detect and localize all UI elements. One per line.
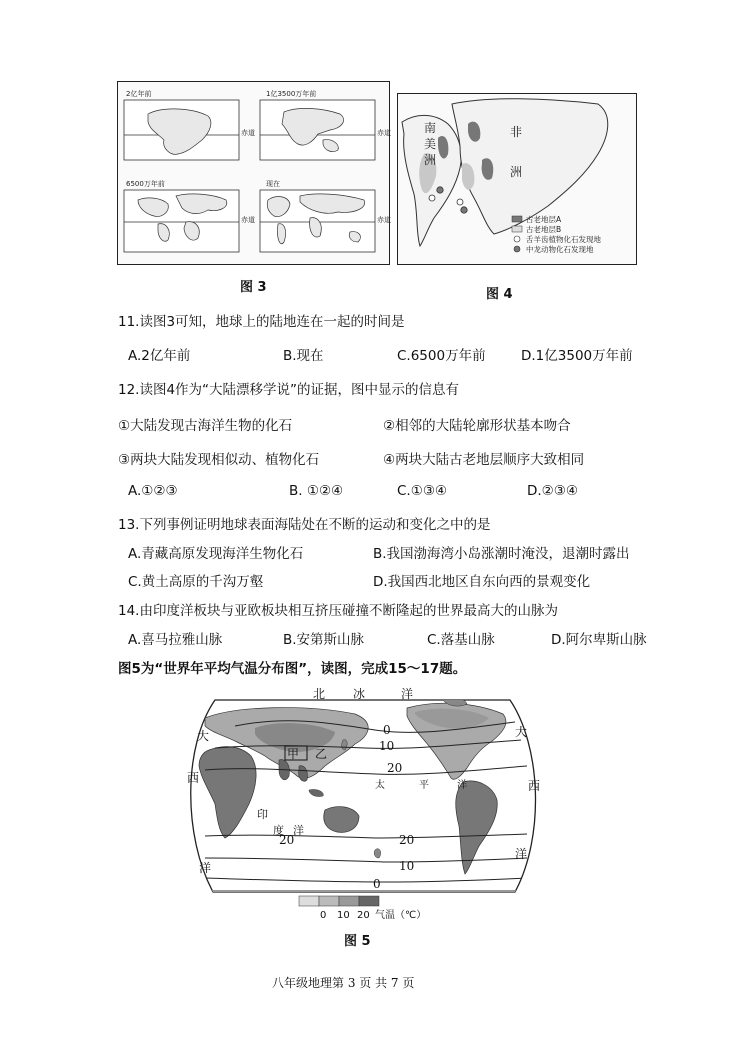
legend-swatch-gt20 bbox=[359, 896, 379, 906]
q12-statement-1: ①大陆发现古海洋生物的化石 bbox=[118, 418, 293, 434]
ocean-label-da-east: 大 bbox=[515, 725, 528, 739]
question-11-stem: 11.读图3可知，地球上的陆地连在一起的时间是 bbox=[118, 314, 405, 330]
equator-label: 赤道 bbox=[241, 129, 255, 137]
new-zealand bbox=[374, 849, 380, 858]
equator-label: 赤道 bbox=[377, 129, 391, 137]
ocean-label-tai: 太 bbox=[375, 780, 385, 791]
ocean-label-da-west: 大 bbox=[197, 729, 210, 743]
glossopteris-site-icon bbox=[457, 199, 463, 205]
africa-label-1: 非 bbox=[510, 125, 523, 139]
q14-option-d[interactable]: D.阿尔卑斯山脉 bbox=[551, 632, 647, 648]
panel-time-label: 6500万年前 bbox=[126, 180, 165, 188]
ocean-label-bei: 北 bbox=[313, 687, 326, 701]
q14-option-b[interactable]: B.安第斯山脉 bbox=[283, 632, 365, 648]
ocean-label-yang: 洋 bbox=[401, 687, 414, 701]
legend-tick-20: 20 bbox=[357, 910, 370, 921]
legend-stratum-b: 古老地层B bbox=[526, 225, 562, 234]
equator-label: 赤道 bbox=[377, 216, 391, 224]
ocean-label-xi-west: 西 bbox=[187, 771, 200, 785]
legend-swatch-lt0 bbox=[299, 896, 319, 906]
q11-option-a[interactable]: A.2亿年前 bbox=[128, 348, 191, 364]
q12-option-a[interactable]: A.①②③ bbox=[128, 483, 178, 499]
figure-3-caption: 图 3 bbox=[240, 280, 267, 295]
south-america bbox=[277, 224, 285, 244]
figure-3-maps bbox=[118, 82, 391, 263]
iso-label-20-south-west: 20 bbox=[279, 833, 295, 847]
figure-4-map bbox=[398, 94, 635, 263]
ocean-label-yang-indian: 洋 bbox=[293, 824, 304, 837]
q12-statement-3: ③两块大陆发现相似动、植物化石 bbox=[118, 452, 320, 468]
q13-option-a[interactable]: A.青藏高原发现海洋生物化石 bbox=[128, 546, 304, 562]
legend-mesosaurus-icon bbox=[514, 246, 520, 252]
q14-option-c[interactable]: C.落基山脉 bbox=[427, 632, 495, 648]
south-america-label-1: 南 bbox=[424, 121, 437, 135]
panel-time-label: 现在 bbox=[266, 180, 280, 188]
mesosaurus-site-icon bbox=[437, 187, 443, 193]
ocean-label-yang-pacific: 洋 bbox=[457, 780, 467, 791]
q12-statement-2: ②相邻的大陆轮廓形状基本吻合 bbox=[383, 418, 571, 434]
q12-statement-4: ④两块大陆古老地层顺序大致相同 bbox=[383, 452, 585, 468]
legend-glossopteris: 舌羊齿植物化石发现地 bbox=[526, 235, 601, 244]
question-13-stem: 13.下列事例证明地球表面海陆处在不断的运动和变化之中的是 bbox=[118, 517, 491, 533]
legend-tick-0: 0 bbox=[320, 910, 327, 921]
ocean-label-yang-se: 洋 bbox=[515, 847, 528, 861]
south-america-label-2: 美 bbox=[424, 137, 437, 151]
figure-5-intro: 图5为“世界年平均气温分布图”，读图，完成15～17题。 bbox=[118, 661, 467, 677]
legend-swatch-0-10 bbox=[319, 896, 339, 906]
mesosaurus-site-icon bbox=[461, 207, 467, 213]
ocean-label-yin: 印 bbox=[257, 808, 268, 821]
iso-label-20-north: 20 bbox=[387, 761, 403, 775]
legend-stratum-a: 古老地层A bbox=[526, 215, 562, 224]
point-yi-label: 乙 bbox=[315, 747, 328, 761]
iso-label-10-north: 10 bbox=[379, 739, 395, 753]
world-temperature-map bbox=[175, 686, 550, 922]
q13-option-b[interactable]: B.我国渤海湾小岛涨潮时淹没，退潮时露出 bbox=[373, 546, 630, 562]
temperature-legend bbox=[299, 896, 426, 921]
legend-tick-10: 10 bbox=[337, 910, 350, 921]
south-america-label-3: 洲 bbox=[424, 153, 437, 167]
question-12-stem: 12.读图4作为“大陆漂移学说”的证据，图中显示的信息有 bbox=[118, 382, 460, 398]
figure-5-caption: 图 5 bbox=[344, 934, 371, 949]
ocean-label-ping: 平 bbox=[419, 780, 429, 791]
panel-time-label: 1亿3500万年前 bbox=[266, 90, 317, 98]
iso-label-20-south-east: 20 bbox=[399, 833, 415, 847]
legend-glossopteris-icon bbox=[514, 236, 520, 242]
glossopteris-site-icon bbox=[429, 195, 435, 201]
point-jia-label: 甲 bbox=[287, 747, 300, 761]
q12-option-c[interactable]: C.①③④ bbox=[397, 483, 448, 499]
q11-option-c[interactable]: C.6500万年前 bbox=[397, 348, 486, 364]
q12-option-d[interactable]: D.②③④ bbox=[527, 483, 578, 499]
legend-mesosaurus: 中龙动物化石发现地 bbox=[526, 245, 594, 254]
iso-label-0-south: 0 bbox=[373, 877, 381, 891]
figure-4-caption: 图 4 bbox=[486, 287, 513, 302]
q13-option-d[interactable]: D.我国西北地区自东向西的景观变化 bbox=[373, 574, 591, 590]
iso-label-0-north: 0 bbox=[383, 723, 391, 737]
equator-label: 赤道 bbox=[241, 216, 255, 224]
figure-3-continental-drift bbox=[117, 81, 390, 265]
q14-option-a[interactable]: A.喜马拉雅山脉 bbox=[128, 632, 223, 648]
figure-4-fossil-map bbox=[397, 93, 637, 265]
panel-time-label: 2亿年前 bbox=[126, 90, 152, 98]
q13-option-c[interactable]: C.黄土高原的千沟万壑 bbox=[128, 574, 264, 590]
figure-5-temperature-map bbox=[175, 686, 550, 922]
ocean-label-du: 度 bbox=[273, 824, 284, 837]
q12-option-b[interactable]: B. ①②④ bbox=[289, 483, 344, 499]
page-footer: 八年级地理第 3 页 共 7 页 bbox=[272, 976, 415, 990]
africa-label-2: 洲 bbox=[510, 165, 523, 179]
question-14-stem: 14.由印度洋板块与亚欧板块相互挤压碰撞不断隆起的世界最高大的山脉为 bbox=[118, 603, 558, 619]
africa-outline bbox=[452, 99, 608, 234]
ocean-label-yang-sw: 洋 bbox=[199, 861, 212, 875]
q11-option-d[interactable]: D.1亿3500万年前 bbox=[521, 348, 633, 364]
legend-stratum-b-swatch bbox=[512, 226, 522, 232]
ocean-label-bing: 冰 bbox=[353, 687, 366, 701]
australia bbox=[324, 807, 359, 833]
legend-label: 气温（℃） bbox=[375, 910, 427, 921]
legend-stratum-a-swatch bbox=[512, 216, 522, 222]
iso-label-10-south: 10 bbox=[399, 859, 415, 873]
q11-option-b[interactable]: B.现在 bbox=[283, 348, 324, 364]
ocean-label-xi-east: 西 bbox=[528, 779, 541, 793]
legend-swatch-10-20 bbox=[339, 896, 359, 906]
